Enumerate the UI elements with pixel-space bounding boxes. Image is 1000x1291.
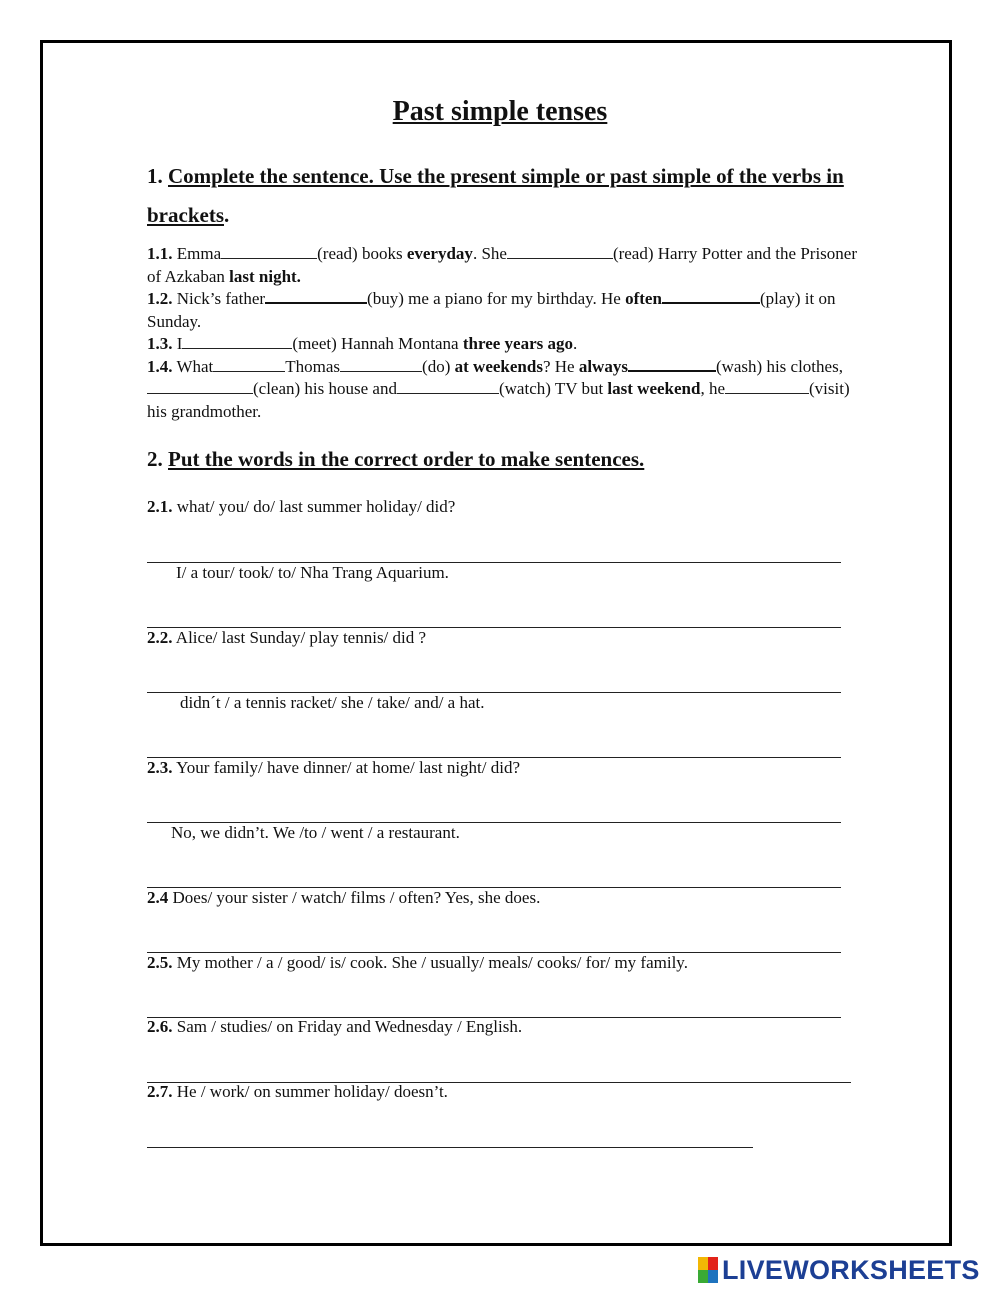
answer-sentence: didn´t / a tennis racket/ she / take/ and/ a hat.	[180, 693, 485, 712]
answer-blank[interactable]	[662, 288, 760, 304]
exercise-2-3: 2.3. Your family/ have dinner/ at home/ last night/ did?	[147, 758, 521, 777]
answer-blank[interactable]	[213, 357, 285, 372]
answer-blank[interactable]	[340, 357, 422, 372]
exercise-2-4: 2.4 Does/ your sister / watch/ films / often? Yes, she does.	[147, 888, 541, 907]
page-title: Past simple tenses	[392, 96, 608, 127]
section2-number: 2.	[147, 447, 163, 471]
exercise-1-2: 1.2. Nick’s father (buy) me a piano for my birthday. He often (play) it on	[147, 289, 836, 308]
answer-sentence: I/ a tour/ took/ to/ Nha Trang Aquarium.	[176, 563, 449, 582]
exercise-2-5: 2.5. My mother / a / good/ is/ cook. She / usually/ meals/ cooks/ for/ my family.	[147, 953, 688, 972]
section1-exercises: 1.1. Emma (read) books everyday. She (read) Harry Potter and the Prisoner of Azkaban last night. 1.2. Nick’s father (buy) me a piano for my birthday. He often (play) it on Sunday. 1.3. I (meet) Hannah Montana three years ago. 1.4. What Thomas (do) at weekends? He always (wash) his clothes, (clean) his house and (watch) TV but last weekend, he (visit) his grandmother.	[147, 243, 942, 423]
answer-blank[interactable]	[397, 379, 499, 394]
answer-blank[interactable]	[507, 244, 613, 259]
answer-blank[interactable]	[221, 244, 317, 259]
exercise-1-4: 1.4. What Thomas (do) at weekends? He always (wash) his clothes,	[147, 356, 843, 376]
exercise-2-7: 2.7. He / work/ on summer holiday/ doesn’t.	[147, 1082, 448, 1101]
exercise-1-1: 1.1. Emma (read) books everyday. She (read) Harry Potter and the Prisoner	[147, 244, 857, 263]
section1-heading-line1	[147, 164, 844, 189]
exercise-2-6: 2.6. Sam / studies/ on Friday and Wednesday / English.	[147, 1017, 523, 1036]
exercise-2-1: 2.1. what/ you/ do/ last summer holiday/ did?	[147, 497, 456, 516]
answer-blank[interactable]	[628, 356, 716, 372]
answer-line[interactable]	[147, 1147, 753, 1148]
logo-text: LIVEWORKSHEETS	[722, 1254, 980, 1285]
answer-blank[interactable]	[147, 379, 253, 394]
liveworksheets-logo-icon	[698, 1257, 718, 1283]
answer-blank[interactable]	[182, 334, 292, 349]
answer-blank[interactable]	[265, 288, 367, 304]
section2-heading	[147, 447, 644, 472]
answer-blank[interactable]	[725, 379, 809, 394]
exercise-1-3: 1.3. I (meet) Hannah Montana three years ago.	[147, 334, 578, 353]
section1-instruction: Complete the sentence. Use the present simple or past simple of the verbs in	[168, 164, 844, 188]
exercise-2-2: 2.2. Alice/ last Sunday/ play tennis/ did ?	[147, 628, 427, 647]
section2-instruction: Put the words in the correct order to make sentences.	[168, 447, 645, 471]
section1-instruction-cont: brackets	[147, 203, 224, 227]
section1-number: 1.	[147, 164, 163, 188]
section1-heading-line2: brackets.	[147, 203, 230, 227]
liveworksheets-logo[interactable]	[698, 1254, 980, 1286]
answer-sentence: No, we didn’t. We /to / went / a restaurant.	[171, 823, 460, 842]
